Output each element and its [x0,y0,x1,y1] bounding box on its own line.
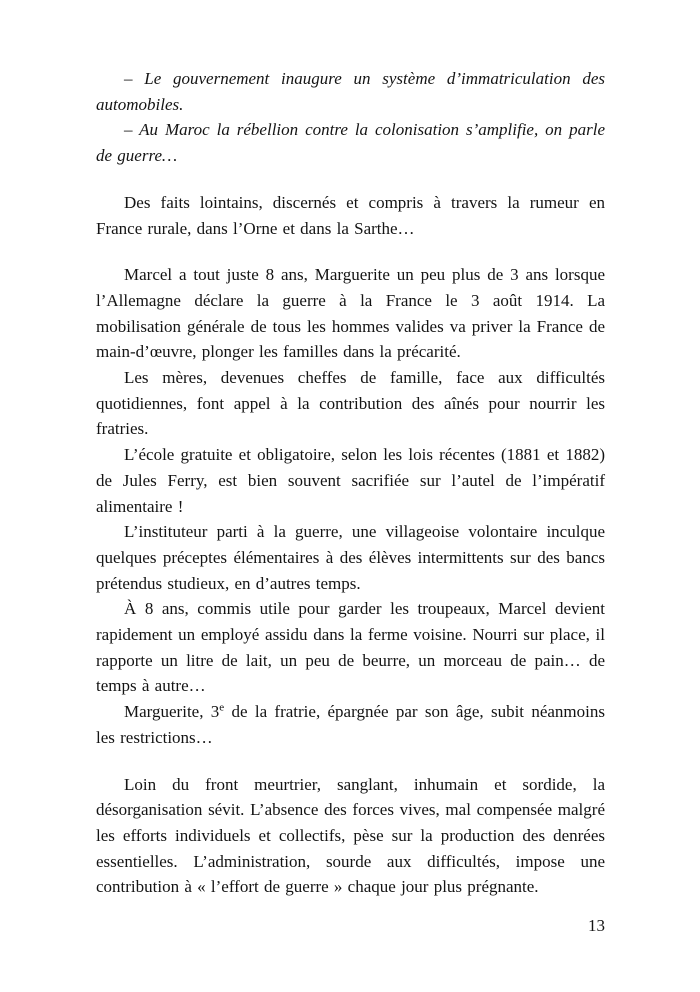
paragraph-instituteur: L’instituteur parti à la guerre, une villageoise volontaire inculque quelques préceptes élémentaires à des élèves intermittents sur des bancs prétendus studieux, en d’autres temps. [96,522,605,593]
paragraph-ecole-gratuite: L’école gratuite et obligatoire, selon les lois récentes (1881 et 1882) de Jules Ferry, est bien souvent sacrifiée sur l’autel de l’impératif alimentaire ! [96,445,605,516]
news-item-maroc: – Au Maroc la rébellion contre la colonisation s’amplifie, on parle de guerre… [96,120,605,166]
paragraph-les-meres: Les mères, devenues cheffes de famille, face aux difficultés quotidiennes, font appel à la contribution des aînés pour nourrir les fratries. [96,368,605,439]
paragraph-loin-du-front: Loin du front meurtrier, sanglant, inhumain et sordide, la désorganisation sévit. L’absence des forces vives, mal compensée malgré les efforts individuels et collectifs, pèse sur la production des denrées essentielles. L’administration, sourde aux difficultés, impose une contribution à « l’effort de guerre » chaque jour plus prégnante. [96,774,605,897]
paragraph-marguerite [96,699,605,750]
paragraph-marguerite-text-before: Marguerite, 3 [124,702,220,722]
paragraph-des-faits: Des faits lointains, discernés et compris à travers la rumeur en France rurale, dans l’Orne et dans la Sarthe… [96,192,605,238]
ordinal-superscript: e [219,701,225,714]
page-number: 13 [588,916,605,935]
text-content [96,66,605,900]
paragraph-marguerite-text-after: de la fratrie, épargnée par son âge, subit néanmoins les restrictions… [96,702,605,747]
news-item-immatriculation: – Le gouvernement inaugure un système d’immatriculation des automobiles. [96,69,605,114]
paragraph-marcel-guerre: Marcel a tout juste 8 ans, Marguerite un peu plus de 3 ans lorsque l’Allemagne déclare la guerre à la France le 3 août 1914. La mobilisation générale de tous les hommes valides va priver la France de main-d’œuvre, plonger les familles dans la précarité. [96,265,605,362]
paragraph-commis-utile: À 8 ans, commis utile pour garder les troupeaux, Marcel devient rapidement un employé assidu dans la ferme voisine. Nourri sur place, il rapporte un litre de lait, un peu de beurre, un morceau de pain… de temps à autre… [96,599,605,696]
